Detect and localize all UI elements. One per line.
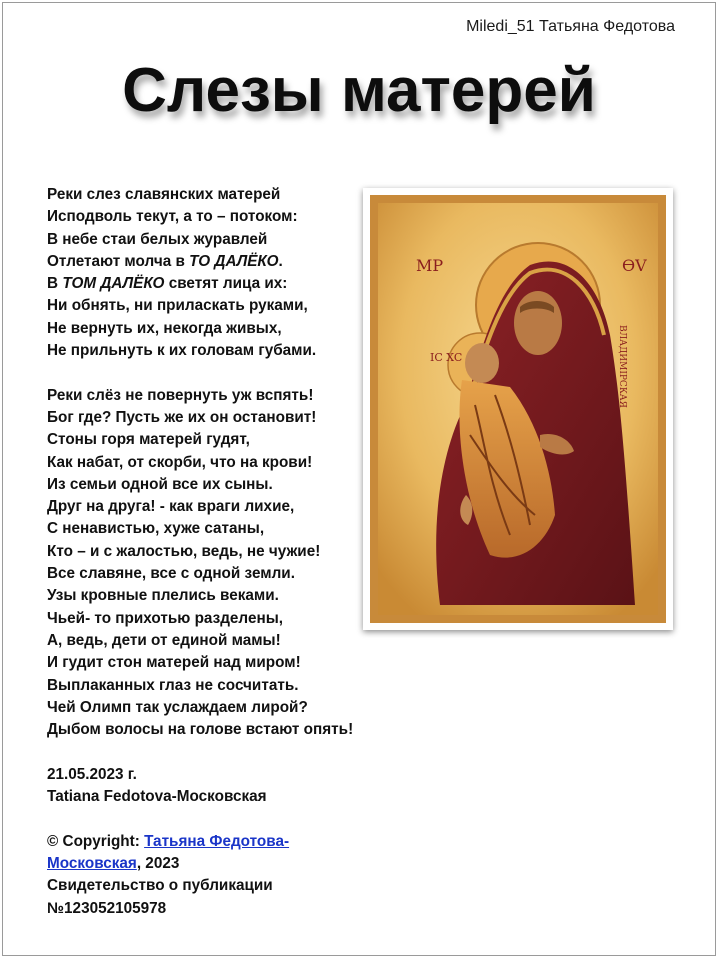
poem-line: Стоны горя матерей гудят, bbox=[47, 431, 250, 449]
poem-text-span: Отлетают молча в bbox=[47, 252, 190, 270]
author-link[interactable]: Татьяна Федотова- bbox=[144, 832, 290, 850]
poem-author-name: Tatiana Fedotova-Московская bbox=[47, 788, 267, 806]
virgin-of-vladimir-icon bbox=[370, 195, 666, 623]
poem-line: Все славяне, все с одной земли. bbox=[47, 565, 295, 583]
poem-line: Кто – и с жалостью, ведь, не чужие! bbox=[47, 542, 321, 560]
poem-line: Бог где? Пусть же их он остановит! bbox=[47, 408, 317, 426]
page-title: Слезы матерей bbox=[122, 56, 596, 125]
inscription-child: IC XC bbox=[430, 351, 463, 364]
slide bbox=[2, 2, 716, 956]
poem-date: 21.05.2023 г. bbox=[47, 765, 137, 783]
copyright-year: , 2023 bbox=[136, 854, 180, 872]
poem-line: А, ведь, дети от единой мамы! bbox=[47, 631, 281, 649]
poem-line bbox=[47, 251, 367, 273]
poem-line: И гудит стон матерей над миром! bbox=[47, 654, 301, 672]
poem-line: С ненавистью, хуже сатаны, bbox=[47, 520, 265, 538]
poem-line: Реки слёз не повернуть уж вспять! bbox=[47, 386, 314, 404]
certificate-number: №123052105978 bbox=[47, 899, 167, 917]
poem-emphasis: ТО ДАЛЁКО bbox=[189, 252, 279, 270]
child-face bbox=[465, 343, 499, 383]
inscription-side: ВЛАДИМIРСКАЯ bbox=[617, 325, 627, 408]
poem-line: Дыбом волосы на голове встают опять! bbox=[47, 721, 354, 739]
poem-emphasis: ТОМ ДАЛЁКО bbox=[62, 275, 165, 293]
author-label: Miledi_51 Татьяна Федотова bbox=[466, 18, 675, 35]
poem-text-span: светят лица их: bbox=[164, 275, 288, 293]
mother-face bbox=[514, 291, 562, 355]
poem-line: В небе стаи белых журавлей bbox=[47, 230, 268, 248]
copyright-prefix: © Copyright: bbox=[47, 832, 145, 850]
poem-text-span: В bbox=[47, 275, 63, 293]
copyright-line-2 bbox=[47, 853, 367, 875]
poem-line: Не вернуть их, некогда живых, bbox=[47, 319, 282, 337]
icon-picture-frame bbox=[363, 188, 673, 630]
poem-line: Из семьи одной все их сыны. bbox=[47, 475, 273, 493]
poem-line: Узы кровные плелись веками. bbox=[47, 587, 279, 605]
poem-line: Как набат, от скорби, что на крови! bbox=[47, 453, 313, 471]
poem-line: Чьей- то прихотью разделены, bbox=[47, 609, 284, 627]
inscription-mother-left: МР bbox=[416, 256, 444, 275]
poem-text-span: . bbox=[278, 252, 283, 270]
inscription-mother-right: ѲV bbox=[622, 256, 647, 275]
poem-text bbox=[47, 184, 367, 920]
certificate-label: Свидетельство о публикации bbox=[47, 877, 273, 895]
poem-line bbox=[47, 273, 367, 295]
poem-line: Выплаканных глаз не сосчитать. bbox=[47, 676, 299, 694]
poem-line: Ни обнять, ни приласкать руками, bbox=[47, 297, 308, 315]
section-gap bbox=[47, 808, 367, 830]
poem-line: Исподволь текут, а то – потоком: bbox=[47, 208, 298, 226]
stanza-gap bbox=[47, 741, 367, 763]
poem-line: Друг на друга! - как враги лихие, bbox=[47, 498, 295, 516]
copyright-line bbox=[47, 831, 367, 853]
author-link-continued[interactable]: Московская bbox=[47, 854, 137, 872]
poem-line: Чей Олимп так услаждаем лирой? bbox=[47, 698, 308, 716]
poem-line: Не прильнуть к их головам губами. bbox=[47, 342, 317, 360]
poem-line: Реки слез славянских матерей bbox=[47, 186, 281, 203]
stanza-gap bbox=[47, 362, 367, 384]
